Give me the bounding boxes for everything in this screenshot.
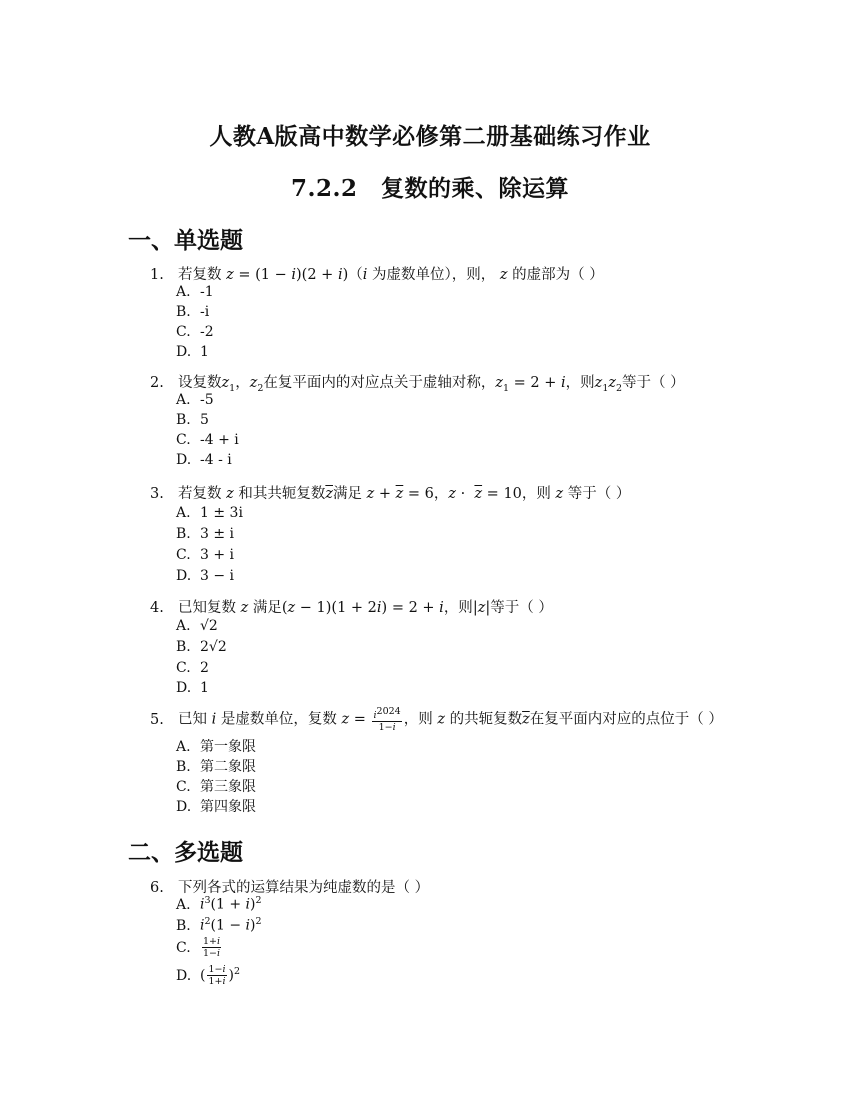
question-4-option-c[interactable]: C. 2 — [176, 660, 209, 676]
question-2-option-b[interactable]: B. 5 — [176, 412, 209, 428]
question-3-option-a[interactable]: A. 1 ± 3i — [176, 505, 243, 521]
question-6-option-d[interactable]: D. ( $\frac{1-i}{1+i}$ )$^2$ — [176, 964, 241, 987]
question-4: 4. 已知复数 z 满足(z − 1)(1 + 2i) = 2 + i，则|z|等于（ ） — [150, 600, 553, 616]
question-5-option-b[interactable]: B. 第二象限 — [176, 759, 256, 775]
question-6: 6. 下列各式的运算结果为纯虚数的是（ ） — [150, 880, 430, 896]
question-1: 1. 若复数 z = (1 − i)(2 + i)（i 为虚数单位），则， z 的虚部为（ ） — [150, 267, 604, 283]
question-1-option-b[interactable]: B. -i — [176, 304, 210, 320]
question-3-option-c[interactable]: C. 3 + i — [176, 547, 235, 563]
lesson-title: 7.2.2 复数的乘、除运算 — [290, 175, 570, 202]
question-5-option-d[interactable]: D. 第四象限 — [176, 799, 256, 815]
question-4-option-a[interactable]: A. √2 — [176, 618, 218, 634]
question-2-option-d[interactable]: D. -4 - i — [176, 452, 232, 468]
question-6-option-a[interactable]: A. $i^3(1 + i)^2$ — [176, 895, 262, 913]
section-multiple-choice: 二、多选题 — [128, 839, 243, 866]
question-6-option-c[interactable]: C. $\frac{1+i}{1-i}$ — [176, 936, 221, 959]
question-6-option-b[interactable]: B. $i^2(1 - i)^2$ — [176, 916, 262, 934]
question-5: 5. 已知 i 是虚数单位，复数 z = $\frac{i^{2024}}{1-i}$ ，则 z 的共轭复数$\overline{z}$在复平面内对应的点位于（ ） — [150, 706, 723, 734]
question-3-option-b[interactable]: B. 3 ± i — [176, 526, 235, 542]
question-2-option-c[interactable]: C. -4 + i — [176, 432, 239, 448]
document-title: 人教A版高中数学必修第二册基础练习作业 — [209, 123, 651, 150]
question-1-option-a[interactable]: A. -1 — [176, 284, 214, 300]
section-single-choice: 一、单选题 — [128, 227, 243, 254]
question-4-option-b[interactable]: B. 2√2 — [176, 639, 227, 655]
question-3-option-d[interactable]: D. 3 − i — [176, 568, 235, 584]
question-2: 2. 设复数$z_1$，$z_2$在复平面内的对应点关于虚轴对称，$z_1 = 2 + i$，则$z_1z_2$等于（ ） — [150, 375, 685, 394]
question-4-option-d[interactable]: D. 1 — [176, 680, 209, 696]
question-5-option-a[interactable]: A. 第一象限 — [176, 739, 256, 755]
question-1-option-d[interactable]: D. 1 — [176, 344, 209, 360]
question-2-option-a[interactable]: A. -5 — [176, 392, 214, 408]
question-5-option-c[interactable]: C. 第三象限 — [176, 779, 256, 795]
fraction-i2024-over-1-minus-i: $\frac{i^{2024}}{1-i}$ — [373, 706, 401, 734]
question-1-option-c[interactable]: C. -2 — [176, 324, 214, 340]
question-3: 3. 若复数 z 和其共轭复数$\overline{z}$满足 $z + \overline{z} = 6$，$z \cdot \overline{z} = 10$，则 z 等于（ ） — [150, 486, 631, 502]
